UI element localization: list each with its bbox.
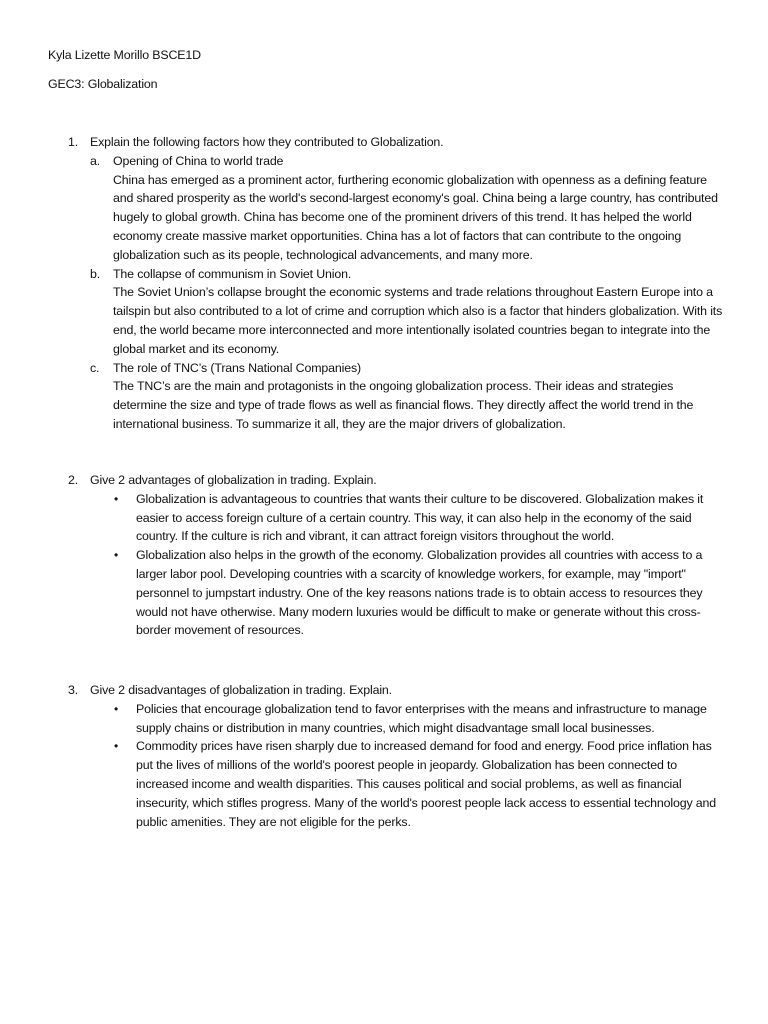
question-3	[48, 681, 728, 831]
bullet-text: Policies that encourage globalization tend to favor enterprises with the means and infrastructure to manage supply chains or distribution in many countries, which might disadvantage small local businesses.	[136, 701, 707, 735]
subitem-letter: b.	[90, 266, 101, 281]
question-1	[48, 133, 728, 434]
question-prompt: Explain the following factors how they contributed to Globalization.	[90, 135, 444, 149]
question-3-header	[48, 681, 728, 700]
subitem-body: The Soviet Union’s collapse brought the economic systems and trade relations throughout Eastern Europe into a tailspin but also contributed to a lot of crime and corruption which also is a factor that hinders globalization. With its end, the world became more interconnected and more intentionally isolated countries began to integrate into the global market and its economy.	[113, 285, 723, 356]
bullet-icon: •	[114, 739, 119, 754]
bullet-icon: •	[114, 491, 119, 506]
bullet-icon: •	[114, 548, 119, 563]
author-line: Kyla Lizette Morillo BSCE1D	[48, 48, 201, 62]
question-number: 3.	[68, 683, 79, 697]
subitem-body: China has emerged as a prominent actor, furthering economic globalization with openness as a defining feature and shared prosperity as the world's second-largest economy's goal. China being a large country, has contributed hugely to global growth. China has become one of the prominent drivers of this trend. It has helped the world economy create massive market opportunities. China has a lot of factors that can contribute to the ongoing globalization such as its people, technological advancements, and many more.	[113, 172, 718, 262]
bullet-text: Globalization is advantageous to countries that wants their culture to be discovered. Globalization makes it easier to access foreign culture of a certain country. This way, it can also help in the economy of the said country. If the culture is rich and vibrant, it can attract foreign visitors throughout the world.	[136, 491, 704, 544]
subitem-title: The role of TNC’s (Trans National Companies)	[113, 360, 361, 375]
course-title: GEC3: Globalization	[48, 77, 158, 91]
bullet-item	[48, 490, 726, 546]
question-2-header	[48, 471, 728, 490]
subitem-letter: c.	[90, 360, 100, 375]
bullet-item	[48, 737, 726, 831]
question-prompt: Give 2 advantages of globalization in trading. Explain.	[90, 473, 377, 487]
subitem-body: The TNC’s are the main and protagonists in the ongoing globalization process. Their ideas and strategies determine the size and type of trade flows as well as financial flows. They directly affect the world trend in the international business. To summarize it all, they are the major drivers of globalization.	[113, 379, 694, 431]
subitem-c	[48, 359, 728, 434]
question-number: 1.	[68, 135, 79, 149]
bullet-icon: •	[114, 701, 119, 716]
bullet-text: Commodity prices have risen sharply due to increased demand for food and energy. Food price inflation has put the lives of millions of the world's poorest people in jeopardy. Globalization has been connected to increased income and wealth disparities. This causes political and social problems, as well as financial insecurity, which stifles progress. Many of the world's poorest people lack access to essential technology and public amenities. They are not eligible for the perks.	[136, 739, 716, 829]
bullet-item	[48, 700, 726, 738]
subitem-letter: a.	[90, 153, 101, 168]
question-number: 2.	[68, 473, 79, 487]
bullet-item	[48, 546, 726, 640]
subitem-title: Opening of China to world trade	[113, 153, 284, 168]
bullet-text: Globalization also helps in the growth of the economy. Globalization provides all countries with access to a larger labor pool. Developing countries with a scarcity of knowledge workers, for example, may "import" personnel to jumpstart industry. One of the key reasons nations trade is to obtain access to resources they would not have otherwise. Many modern luxuries would be difficult to make or generate without this cross-border movement of resources.	[136, 548, 703, 638]
subitem-b	[48, 265, 728, 359]
question-1-header	[48, 133, 728, 152]
question-2	[48, 471, 728, 640]
subitem-a	[48, 152, 728, 265]
subitem-title: The collapse of communism in Soviet Union.	[113, 266, 352, 281]
question-prompt: Give 2 disadvantages of globalization in trading. Explain.	[90, 683, 392, 697]
